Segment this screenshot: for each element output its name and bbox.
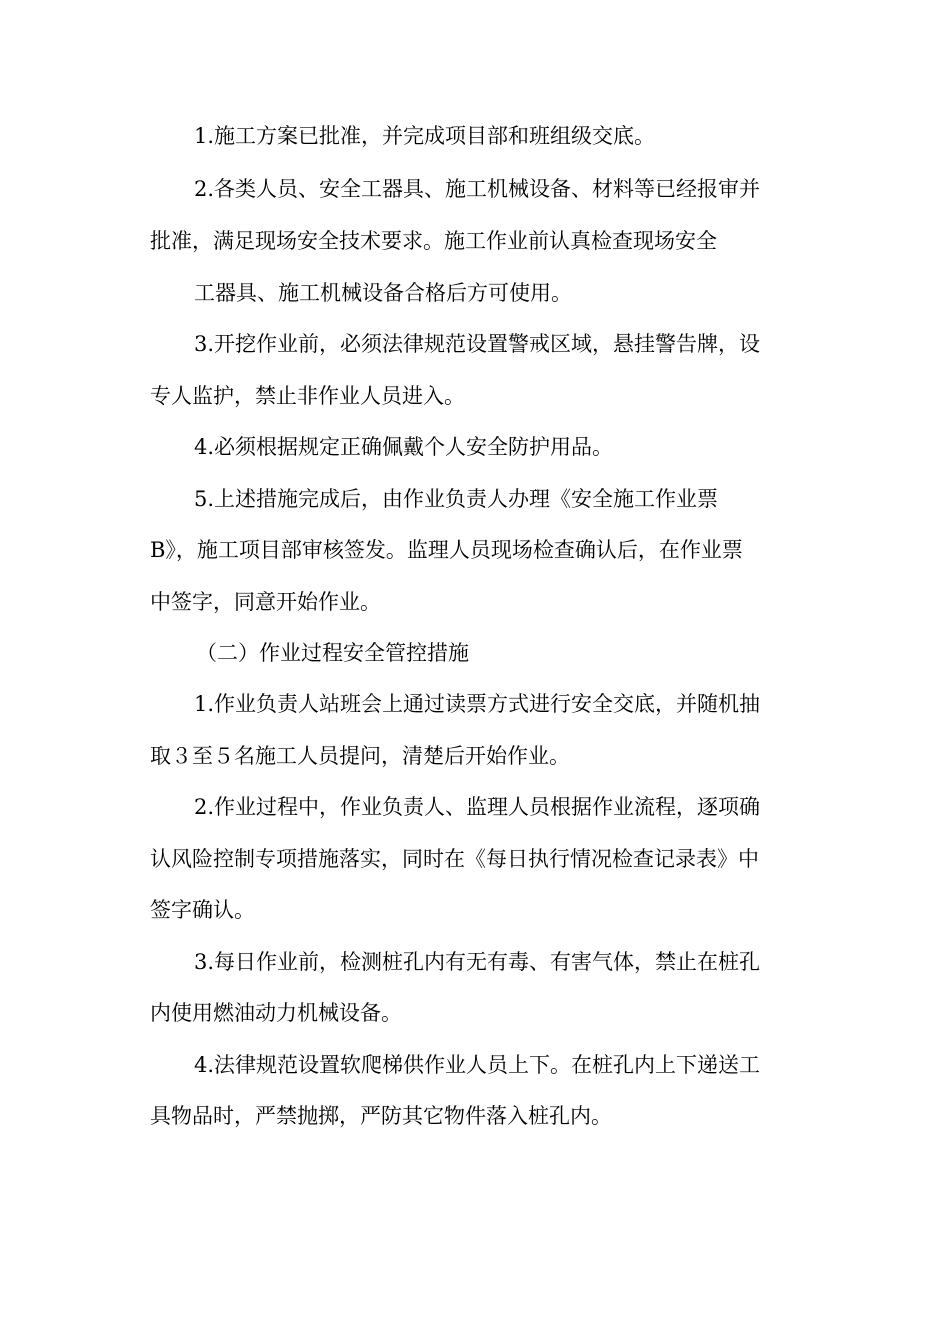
paragraph-line: 3.每日作业前，检测桩孔内有无有毒、有害气体，禁止在桩孔	[194, 950, 761, 974]
paragraph-line: 批准，满足现场安全技术要求。施工作业前认真检查现场安全	[150, 229, 717, 253]
paragraph-line: 2.各类人员、安全工器具、施工机械设备、材料等已经报审并	[194, 177, 761, 201]
paragraph-line: 专人监护，禁止非作业人员进入。	[150, 384, 465, 408]
paragraph-line: 内使用燃油动力机械设备。	[150, 1001, 402, 1025]
paragraph-line: 1.作业负责人站班会上通过读票方式进行安全交底，并随机抽	[194, 692, 761, 716]
paragraph-line: 1.施工方案已批准，并完成项目部和班组级交底。	[194, 124, 656, 148]
paragraph-line: B》，施工项目部审核签发。监理人员现场检查确认后，在作业票	[150, 538, 743, 562]
paragraph-line: 取３至５名施工人员提问，清楚后开始作业。	[150, 744, 570, 768]
paragraph-line: 2.作业过程中，作业负责人、监理人员根据作业流程，逐项确	[194, 795, 761, 819]
paragraph-line: 工器具、施工机械设备合格后方可使用。	[194, 281, 572, 305]
paragraph-line: 3.开挖作业前，必须法律规范设置警戒区域，悬挂警告牌，设	[194, 332, 761, 356]
section-heading: （二）作业过程安全管控措施	[196, 641, 469, 665]
paragraph-line: 4.必须根据规定正确佩戴个人安全防护用品。	[194, 435, 614, 459]
paragraph-line: 具物品时，严禁抛掷，严防其它物件落入桩孔内。	[150, 1104, 612, 1128]
paragraph-line: 5.上述措施完成后，由作业负责人办理《安全施工作业票	[194, 487, 719, 511]
paragraph-line: 签字确认。	[150, 898, 255, 922]
paragraph-line: 认风险控制专项措施落实，同时在《每日执行情况检查记录表》中	[150, 847, 759, 871]
paragraph-line: 中签字，同意开始作业。	[150, 590, 381, 614]
paragraph-line: 4.法律规范设置软爬梯供作业人员上下。在桩孔内上下递送工	[194, 1053, 761, 1077]
